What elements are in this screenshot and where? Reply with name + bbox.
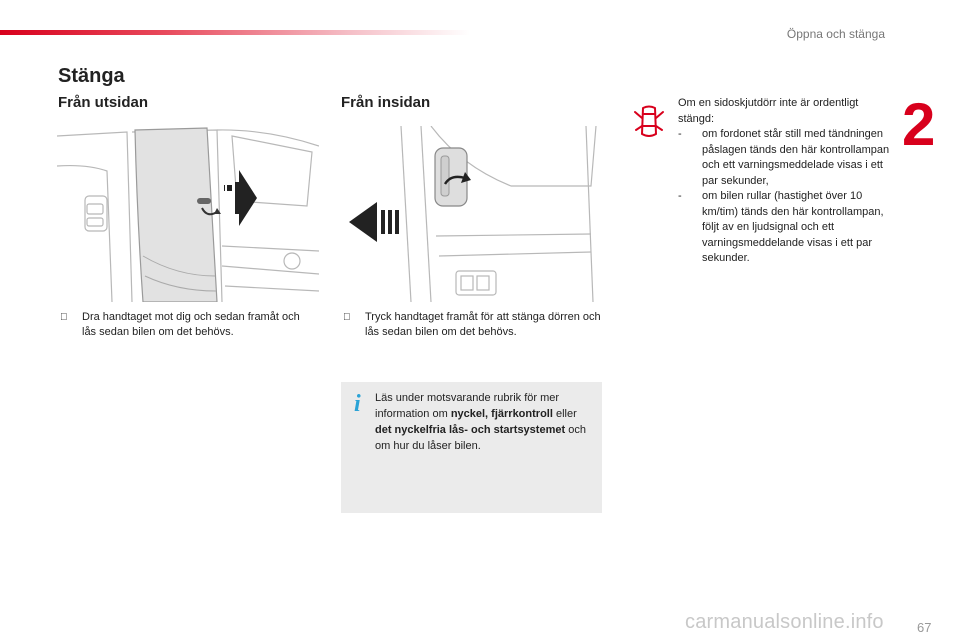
outside-door-illustration [57,126,319,302]
door-open-warning-icon [632,104,666,140]
heading-inside: Från insidan [341,94,431,111]
chapter-number: 2 [902,91,936,158]
header-accent-bar [0,30,470,35]
warning-item: - om fordonet står still med tändningen påslagen tänds den här kontrollampan och ett varningsmeddelade visas i ett par sekunder, [678,128,890,187]
warning-text [678,96,890,267]
outside-instruction-text: Dra handtaget mot dig och sedan framåt och lås sedan bilen om det behövs. [82,311,300,338]
inside-instruction [343,310,601,340]
bullet-mark [343,310,351,325]
inside-door-illustration [341,126,603,302]
info-icon: i [354,391,361,417]
info-box [341,382,602,513]
warning-intro: Om en sidoskjutdörr inte är ordentligt stängd: [678,97,859,125]
section-title: Stänga [58,65,125,87]
page-number: 67 [917,620,932,635]
chapter-title: Öppna och stänga [786,27,885,41]
outside-instruction [60,310,310,340]
warning-item: - om bilen rullar (hastighet över 10 km/tim) tänds den här kontrollampan, följt av en ljudsignal och ett varningsmeddelande visas i ett par sekunder. [678,190,884,264]
info-text: Läs under motsvarande rubrik för mer information om nyckel, fjärrkontroll eller det nyckelfria lås- och startsystemet och om hur du låser bilen. [375,392,586,452]
bullet-mark [60,310,68,325]
heading-outside: Från utsidan [58,94,149,111]
inside-instruction-text: Tryck handtaget framåt för att stänga dörren och lås sedan bilen om det behövs. [365,311,601,338]
watermark: carmanualsonline.info [685,611,884,633]
